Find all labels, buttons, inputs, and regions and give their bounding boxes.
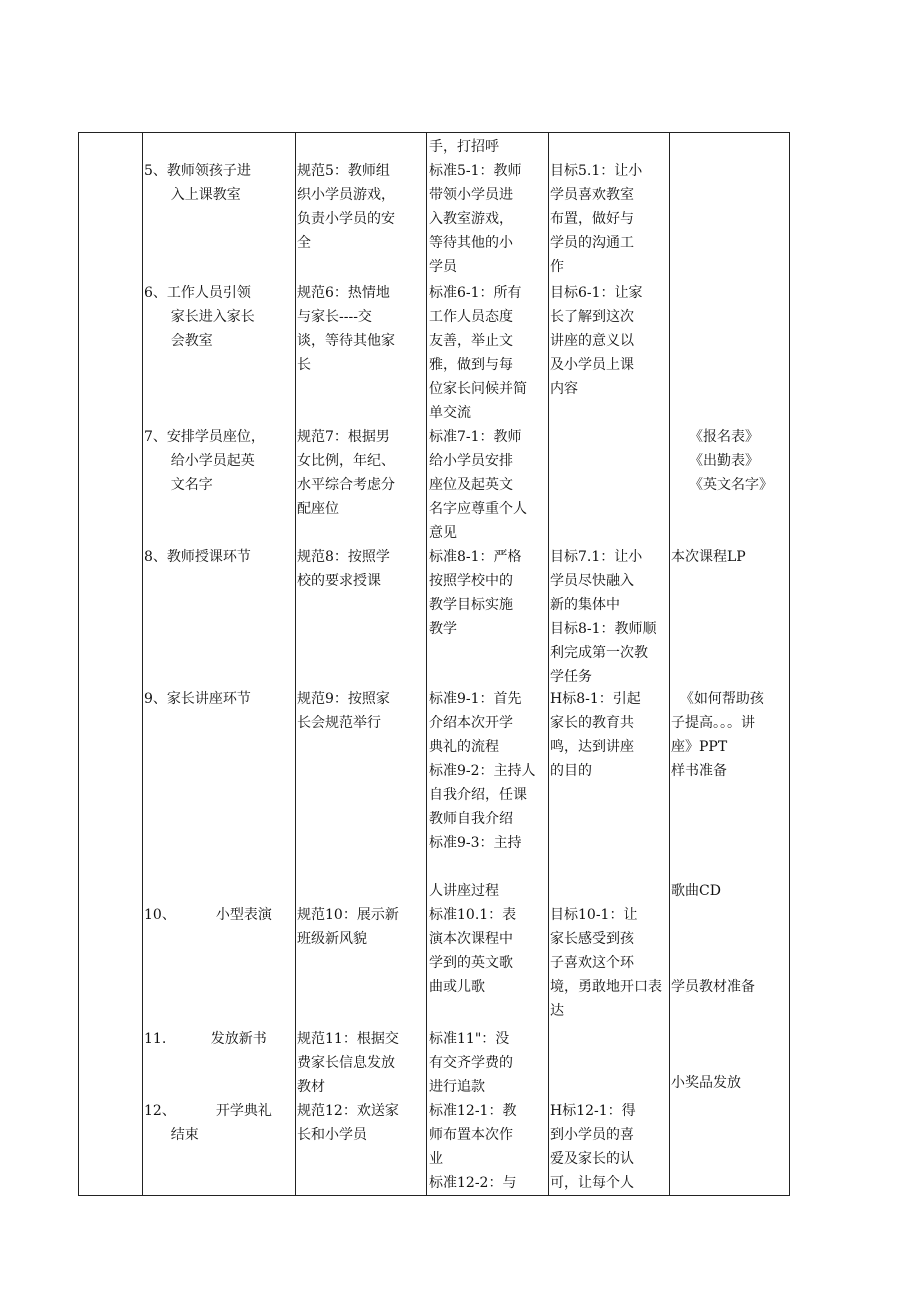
cell-line: 学到的英文歌 [429, 955, 513, 971]
cell-line: 家长的教育共 [550, 715, 634, 731]
cell-line: 学员尽快融入 [550, 573, 634, 589]
cell-line: 新的集体中 [550, 597, 620, 613]
cell-line [671, 903, 755, 927]
cell-line: 家长感受到孩 [550, 931, 634, 947]
cell-line: 的目的 [550, 763, 592, 779]
step-cell [144, 425, 265, 497]
cell-line [671, 927, 755, 951]
cell-line: 内容 [550, 381, 578, 397]
cell-line: 境，勇敢地开口表 [550, 979, 662, 995]
cell-line: 标准5-1：教师 [429, 163, 522, 179]
cell-line: 标准10.1：表 [429, 907, 517, 923]
cell-line: 长了解到这次 [550, 309, 634, 325]
material-cell [671, 903, 755, 999]
norm-cell [297, 281, 395, 377]
cell-line [671, 807, 764, 831]
cell-line: 友善，举止文 [429, 333, 513, 349]
cell-line: 学任务 [550, 669, 592, 685]
material-cell [671, 545, 746, 569]
cell-line: 配座位 [297, 501, 339, 517]
cell-line: 入上课教室 [144, 187, 241, 203]
cell-line: 长和小学员 [297, 1127, 367, 1143]
cell-line: 本次课程LP [671, 549, 746, 565]
cell-line: 规范5：教师组 [297, 163, 390, 179]
cell-line: 标准9-3：主持 [429, 835, 522, 851]
cell-line: 师布置本次作 [429, 1127, 513, 1143]
column-divider [426, 133, 427, 1195]
step-cell [144, 159, 251, 207]
step-cell [144, 687, 251, 711]
cell-line: 带领小学员进 [429, 187, 513, 203]
cell-line: 样书准备 [671, 763, 727, 779]
cell-line: 按照学校中的 [429, 573, 513, 589]
cell-line: 教学目标实施 [429, 597, 513, 613]
goal-cell [550, 281, 643, 401]
norm-cell [297, 1099, 399, 1147]
cell-line: 女比例，年纪、 [297, 453, 395, 469]
norm-cell [297, 687, 390, 735]
cell-line: H标12-1：得 [550, 1103, 636, 1119]
cell-line: 给小学员起英 [144, 453, 255, 469]
cell-line: 《报名表》 [689, 429, 759, 445]
column-divider [669, 133, 670, 1195]
cell-line: 座位及起英文 [429, 477, 513, 493]
cell-line: 标准11"：没 [429, 1031, 510, 1047]
cell-line: 标准12-2：与 [429, 1175, 517, 1191]
cell-line: 11. 发放新书 [144, 1031, 267, 1047]
cell-line: 规范10：展示新 [297, 907, 399, 923]
process-table [78, 132, 790, 1196]
standard-cell [429, 159, 522, 279]
cell-line: 目标5.1：让小 [550, 163, 643, 179]
cell-line: 与家长----交 [297, 309, 372, 325]
cell-line: 规范9：按照家 [297, 691, 390, 707]
cell-line: H标8-1：引起 [550, 691, 641, 707]
standard-cell [429, 135, 499, 159]
cell-line: 标准8-1：严格 [429, 549, 522, 565]
goal-cell [550, 545, 657, 689]
standard-cell [429, 1099, 516, 1195]
cell-line: 8、教师授课环节 [144, 549, 251, 565]
cell-line [429, 855, 536, 879]
cell-line: 规范11：根据交 [297, 1031, 399, 1047]
cell-line: 校的要求授课 [297, 573, 381, 589]
cell-line: 规范8：按照学 [297, 549, 390, 565]
norm-cell [297, 1027, 399, 1099]
cell-line: 标准12-1：教 [429, 1103, 517, 1119]
cell-line: 小奖品发放 [671, 1075, 741, 1091]
standard-cell [429, 281, 527, 425]
cell-line: 目标7.1：让小 [550, 549, 643, 565]
cell-line: 曲或儿歌 [429, 979, 485, 995]
step-cell [144, 903, 272, 927]
cell-line: 标准9-2：主持人 [429, 763, 536, 779]
cell-line: 名字应尊重个人 [429, 501, 527, 517]
cell-line: 6、工作人员引领 [144, 285, 251, 301]
cell-line: 结束 [144, 1127, 199, 1143]
cell-line: 12、 开学典礼 [144, 1103, 272, 1119]
cell-line: 可，让每个人 [550, 1175, 634, 1191]
cell-line [671, 855, 764, 879]
cell-line: 目标6-1：让家 [550, 285, 643, 301]
standard-cell [429, 687, 536, 903]
cell-line: 歌曲CD [671, 883, 721, 899]
cell-line: 10、 小型表演 [144, 907, 272, 923]
cell-line: 爱及家长的认 [550, 1151, 634, 1167]
cell-line: 《出勤表》 [689, 453, 759, 469]
cell-line: 班级新风貌 [297, 931, 367, 947]
cell-line: 《英文名字》 [689, 477, 773, 493]
cell-line: 及小学员上课 [550, 357, 634, 373]
cell-line: 全 [297, 235, 311, 251]
cell-line [671, 1047, 741, 1071]
cell-line [671, 831, 764, 855]
cell-line: 《如何帮助孩 [671, 691, 764, 707]
goal-cell [550, 687, 641, 783]
cell-line: 目标10-1：让 [550, 907, 638, 923]
cell-line: 鸣，达到讲座 [550, 739, 634, 755]
cell-line: 标准9-1：首先 [429, 691, 522, 707]
cell-line [671, 1023, 741, 1047]
step-cell [144, 281, 255, 353]
norm-cell [297, 903, 399, 951]
cell-line: 单交流 [429, 405, 471, 421]
cell-line: 意见 [429, 525, 457, 541]
cell-line: 有交齐学费的 [429, 1055, 513, 1071]
step-cell [144, 1099, 272, 1147]
cell-line: 工作人员态度 [429, 309, 513, 325]
cell-line: 规范6：热情地 [297, 285, 390, 301]
standard-cell [429, 545, 522, 641]
cell-line: 规范7：根据男 [297, 429, 390, 445]
material-cell [671, 687, 764, 903]
cell-line [671, 951, 755, 975]
goal-cell [550, 159, 642, 279]
material-cell [689, 425, 773, 497]
cell-line: 业 [429, 1151, 443, 1167]
cell-line: 自我介绍，任课 [429, 787, 527, 803]
cell-line: 学员的沟通工 [550, 235, 634, 251]
cell-line: 费家长信息发放 [297, 1055, 395, 1071]
cell-line [671, 999, 741, 1023]
cell-line: 布置，做好与 [550, 211, 634, 227]
cell-line: 学员喜欢教室 [550, 187, 634, 203]
cell-line: 学员教材准备 [671, 979, 755, 995]
cell-line: 9、家长讲座环节 [144, 691, 251, 707]
cell-line: 负责小学员的安 [297, 211, 395, 227]
norm-cell [297, 545, 390, 593]
cell-line: 演本次课程中 [429, 931, 513, 947]
cell-line: 长 [297, 357, 311, 373]
cell-line: 织小学员游戏， [297, 187, 395, 203]
cell-line: 子喜欢这个环 [550, 955, 634, 971]
column-divider [142, 133, 143, 1195]
cell-line: 作 [550, 259, 564, 275]
column-divider [548, 133, 549, 1195]
standard-cell [429, 903, 516, 999]
cell-line: 教学 [429, 621, 457, 637]
cell-line: 谈，等待其他家 [297, 333, 395, 349]
cell-line: 7、安排学员座位， [144, 429, 265, 445]
cell-line: 座》PPT [671, 739, 728, 755]
cell-line: 讲座的意义以 [550, 333, 634, 349]
cell-line: 标准6-1：所有 [429, 285, 522, 301]
cell-line: 水平综合考虑分 [297, 477, 395, 493]
cell-line: 规范12：欢送家 [297, 1103, 399, 1119]
cell-line: 子提高。。。讲 [671, 715, 755, 731]
step-cell [144, 545, 251, 569]
cell-line: 介绍本次开学 [429, 715, 513, 731]
cell-line: 人讲座过程 [429, 883, 499, 899]
cell-line: 手，打招呼 [429, 139, 499, 155]
cell-line: 位家长问候并简 [429, 381, 527, 397]
cell-line: 给小学员安排 [429, 453, 513, 469]
material-cell [671, 999, 741, 1095]
cell-line: 到小学员的喜 [550, 1127, 634, 1143]
step-cell [144, 1027, 267, 1051]
cell-line [671, 783, 764, 807]
goal-cell [550, 903, 662, 1023]
norm-cell [297, 159, 395, 255]
cell-line: 文名字 [144, 477, 213, 493]
cell-line: 家长进入家长 [144, 309, 255, 325]
cell-line: 等待其他的小 [429, 235, 513, 251]
cell-line: 目标8-1：教师顺 [550, 621, 657, 637]
norm-cell [297, 425, 395, 521]
cell-line: 会教室 [144, 333, 213, 349]
cell-line: 典礼的流程 [429, 739, 499, 755]
standard-cell [429, 425, 527, 545]
column-divider [295, 133, 296, 1195]
goal-cell [550, 1099, 636, 1195]
cell-line: 达 [550, 1003, 564, 1019]
cell-line: 入教室游戏， [429, 211, 513, 227]
cell-line: 利完成第一次教 [550, 645, 648, 661]
cell-line: 标准7-1：教师 [429, 429, 522, 445]
cell-line: 教材 [297, 1079, 325, 1095]
cell-line: 雅，做到与每 [429, 357, 513, 373]
cell-line: 长会规范举行 [297, 715, 381, 731]
cell-line: 学员 [429, 259, 457, 275]
cell-line: 进行追款 [429, 1079, 485, 1095]
standard-cell [429, 1027, 513, 1099]
cell-line: 5、教师领孩子进 [144, 163, 251, 179]
cell-line: 教师自我介绍 [429, 811, 513, 827]
